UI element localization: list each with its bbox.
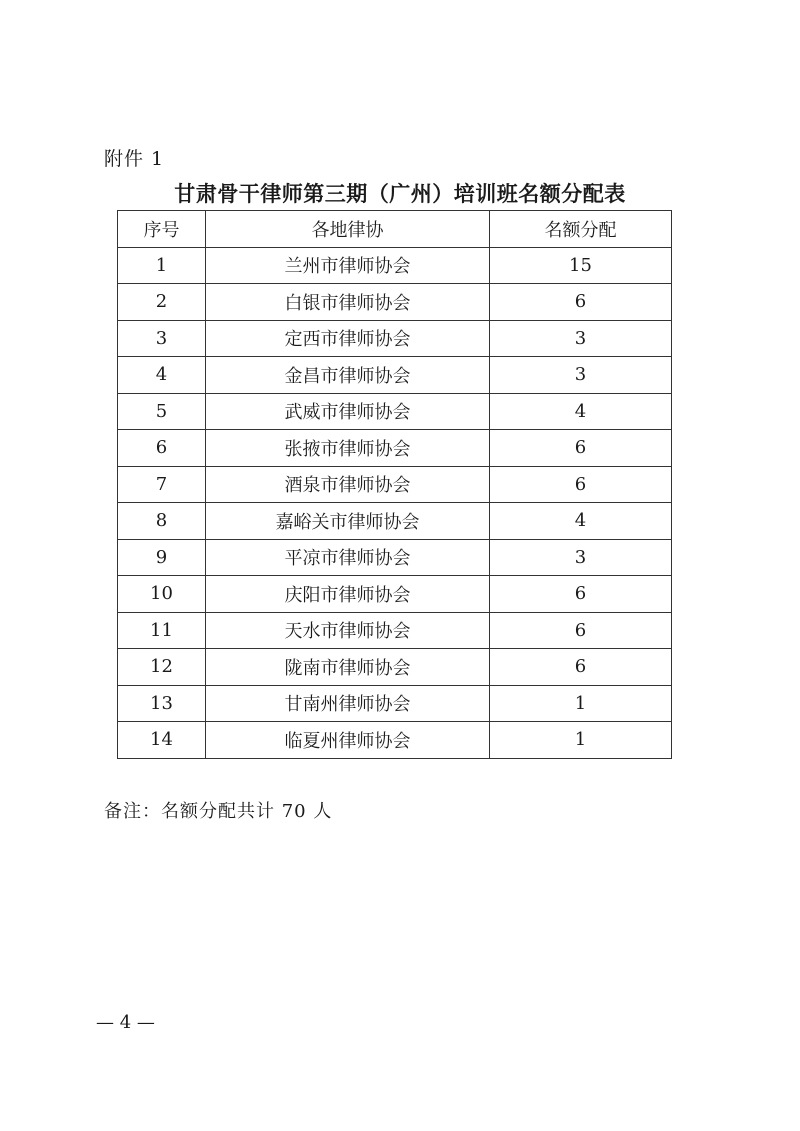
cell-quota: 3 — [490, 539, 672, 576]
cell-quota: 6 — [490, 576, 672, 613]
header-no: 序号 — [118, 211, 206, 248]
cell-no: 1 — [118, 247, 206, 284]
table-row — [118, 247, 672, 284]
cell-no: 2 — [118, 284, 206, 321]
cell-no: 4 — [118, 357, 206, 394]
table-row — [118, 284, 672, 321]
cell-quota: 6 — [490, 612, 672, 649]
remark-note: 备注：名额分配共计 70 人 — [104, 801, 333, 822]
table-row — [118, 503, 672, 540]
cell-association: 张掖市律师协会 — [206, 430, 490, 467]
cell-association: 定西市律师协会 — [206, 320, 490, 357]
table-row — [118, 576, 672, 613]
cell-no: 8 — [118, 503, 206, 540]
cell-association: 庆阳市律师协会 — [206, 576, 490, 613]
cell-quota: 3 — [490, 357, 672, 394]
cell-association: 天水市律师协会 — [206, 612, 490, 649]
table-row — [118, 539, 672, 576]
document-title: 甘肃骨干律师第三期（广州）培训班名额分配表 — [174, 181, 626, 206]
cell-quota: 1 — [490, 685, 672, 722]
cell-association: 金昌市律师协会 — [206, 357, 490, 394]
quota-table — [117, 210, 672, 759]
cell-no: 6 — [118, 430, 206, 467]
cell-no: 9 — [118, 539, 206, 576]
cell-association: 甘南州律师协会 — [206, 685, 490, 722]
table-row — [118, 612, 672, 649]
cell-no: 3 — [118, 320, 206, 357]
cell-quota: 6 — [490, 284, 672, 321]
page-number: — 4 — — [96, 1012, 155, 1033]
cell-association: 嘉峪关市律师协会 — [206, 503, 490, 540]
table-row — [118, 466, 672, 503]
cell-association: 酒泉市律师协会 — [206, 466, 490, 503]
cell-association: 武威市律师协会 — [206, 393, 490, 430]
cell-no: 7 — [118, 466, 206, 503]
table-row — [118, 357, 672, 394]
cell-quota: 15 — [490, 247, 672, 284]
cell-no: 5 — [118, 393, 206, 430]
cell-quota: 3 — [490, 320, 672, 357]
cell-quota: 4 — [490, 393, 672, 430]
cell-quota: 6 — [490, 649, 672, 686]
cell-quota: 6 — [490, 466, 672, 503]
cell-quota: 1 — [490, 722, 672, 759]
cell-association: 兰州市律师协会 — [206, 247, 490, 284]
cell-no: 13 — [118, 685, 206, 722]
cell-no: 12 — [118, 649, 206, 686]
cell-association: 陇南市律师协会 — [206, 649, 490, 686]
table-header-row — [118, 211, 672, 248]
table-row — [118, 430, 672, 467]
table-row — [118, 685, 672, 722]
table-row — [118, 722, 672, 759]
cell-no: 10 — [118, 576, 206, 613]
table-row — [118, 393, 672, 430]
table-row — [118, 320, 672, 357]
cell-no: 11 — [118, 612, 206, 649]
header-association: 各地律协 — [206, 211, 490, 248]
cell-no: 14 — [118, 722, 206, 759]
cell-association: 白银市律师协会 — [206, 284, 490, 321]
cell-association: 临夏州律师协会 — [206, 722, 490, 759]
attachment-label: 附件 1 — [104, 148, 165, 170]
table-row — [118, 649, 672, 686]
header-quota: 名额分配 — [490, 211, 672, 248]
cell-quota: 6 — [490, 430, 672, 467]
cell-quota: 4 — [490, 503, 672, 540]
cell-association: 平凉市律师协会 — [206, 539, 490, 576]
